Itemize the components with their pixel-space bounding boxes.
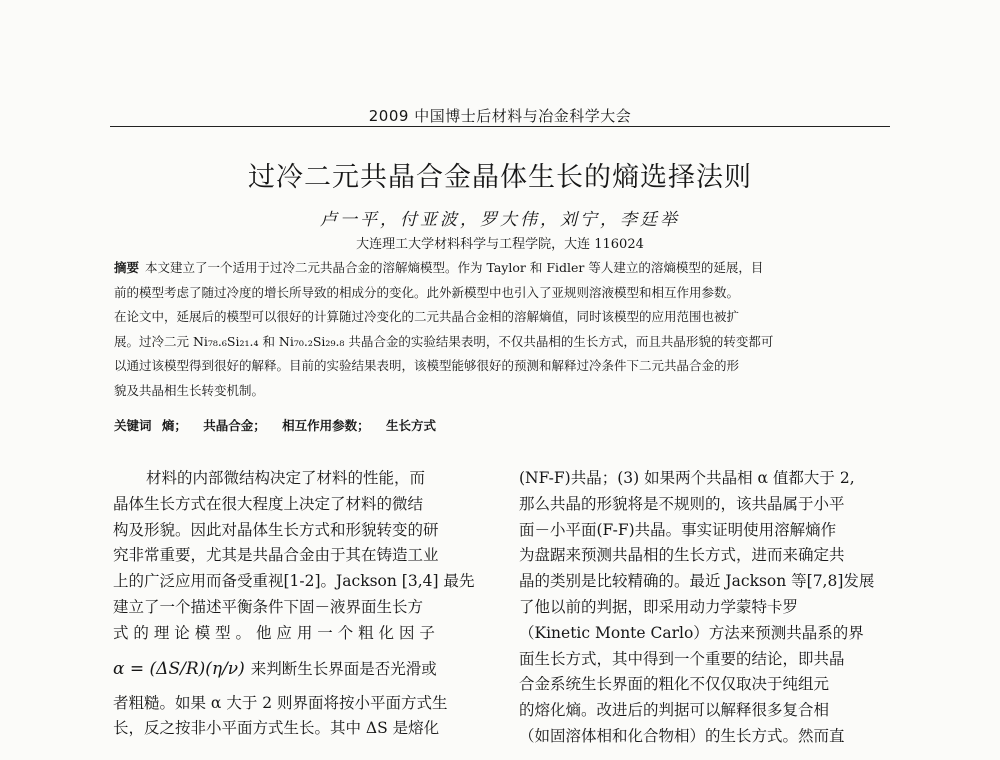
abstract-line: 前的模型考虑了随过冷度的增长所导致的相成分的变化。此外新模型中也引入了亚规则溶液模型和相互作用参数。 (114, 284, 740, 300)
abstract (114, 256, 886, 403)
conference-header: 2009 中国博士后材料与冶金科学大会 (368, 107, 632, 125)
body-line: 晶的类别是比较精确的。最近 Jackson 等[7,8]发展 (519, 572, 875, 591)
keywords (114, 416, 886, 434)
abstract-line: 在论文中，延展后的模型可以很好的计算随过冷变化的二元共晶合金相的溶解熵值，同时该模型的应用范围也被扩 (114, 309, 740, 324)
body-line: 晶体生长方式在很大程度上决定了材料的微结 (113, 494, 424, 513)
author-list: 卢一平，付亚波，罗大伟，刘宁，李廷举 (320, 210, 680, 230)
abstract-line: 貌及共晶相生长转变机制。 (114, 382, 265, 398)
abstract-label: 摘要 (114, 260, 140, 275)
body-line: 建立了一个描述平衡条件下固－液界面生长方 (113, 597, 424, 616)
body-line: （Kinetic Monte Carlo）方法来预测共晶系的界 (519, 623, 864, 642)
abstract-line: 摘要 本文建立了一个适用于过冷二元共晶合金的溶解熵模型。作为 Taylor 和 Fidler 等人建立的溶熵模型的延展，目 (114, 260, 764, 275)
body-line: 究非常重要，尤其是共晶合金由于其在铸造工业 (113, 546, 439, 565)
keywords-label: 关键词 (114, 418, 152, 433)
body-line: 那么共晶的形貌将是不规则的，该共晶属于小平 (519, 494, 845, 513)
keyword: 相互作用参数； (282, 418, 370, 433)
body-right-column (519, 466, 891, 750)
body-line: (NF-F)共晶；(3) 如果两个共晶相 α 值都大于 2, (519, 469, 855, 487)
body-line: 上的广泛应用而备受重视[1-2]。Jackson [3,4] 最先 (113, 572, 475, 591)
roughness-formula: α = (ΔS/R)(η/ν) (113, 658, 245, 679)
body-line: 构及形貌。因此对晶体生长方式和形貌转变的研 (113, 520, 439, 539)
body-line: 式 的 理 论 模 型 。 他 应 用 一 个 粗 化 因 子 (113, 623, 435, 642)
affiliation: 大连理工大学材料科学与工程学院，大连 116024 (356, 237, 644, 252)
keyword: 共晶合金； (203, 418, 266, 433)
body-line: 了他以前的判据，即采用动力学蒙特卡罗 (519, 597, 799, 616)
abstract-line: 展。过冷二元 Ni₇₈.₆Si₂₁.₄ 和 Ni₇₀.₂Si₂₉.₈ 共晶合金的实验结果表明，不仅共晶相的生长方式，而且共晶形貌的转变都可 (114, 333, 774, 349)
formula-line: α = (ΔS/R)(η/ν) 来判断生长界面是否光滑或 (113, 658, 437, 679)
body-line: 材料的内部微结构决定了材料的性能，而 (146, 469, 426, 487)
body-line: 为盘踞来预测共晶相的生长方式，进而来确定共 (519, 546, 845, 565)
body-line: 者粗糙。如果 α 大于 2 则界面将按小平面方式生 (113, 693, 448, 712)
header-rule (110, 126, 890, 127)
keyword: 熵； (161, 418, 187, 433)
body-line: 面生长方式，其中得到一个重要的结论，即共晶 (519, 649, 845, 668)
keyword: 生长方式 (386, 418, 437, 433)
abstract-line: 以通过该模型得到很好的解释。目前的实验结果表明，该模型能够很好的预测和解释过冷条件下二元共晶合金的形 (114, 358, 740, 373)
body-line: 合金系统生长界面的粗化不仅仅取决于纯组元 (519, 675, 830, 694)
body-left-column (113, 466, 485, 742)
body-line: 的熔化熵。改进后的判据可以解释很多复合相 (519, 701, 830, 720)
body-line: 面－小平面(F-F)共晶。事实证明使用溶解熵作 (519, 520, 837, 539)
body-line: （如固溶体相和化合物相）的生长方式。然而直 (519, 726, 845, 745)
body-line: 长，反之按非小平面方式生长。其中 ΔS 是熔化 (113, 719, 440, 738)
paper-title: 过冷二元共晶合金晶体生长的熵选择法则 (248, 162, 752, 193)
